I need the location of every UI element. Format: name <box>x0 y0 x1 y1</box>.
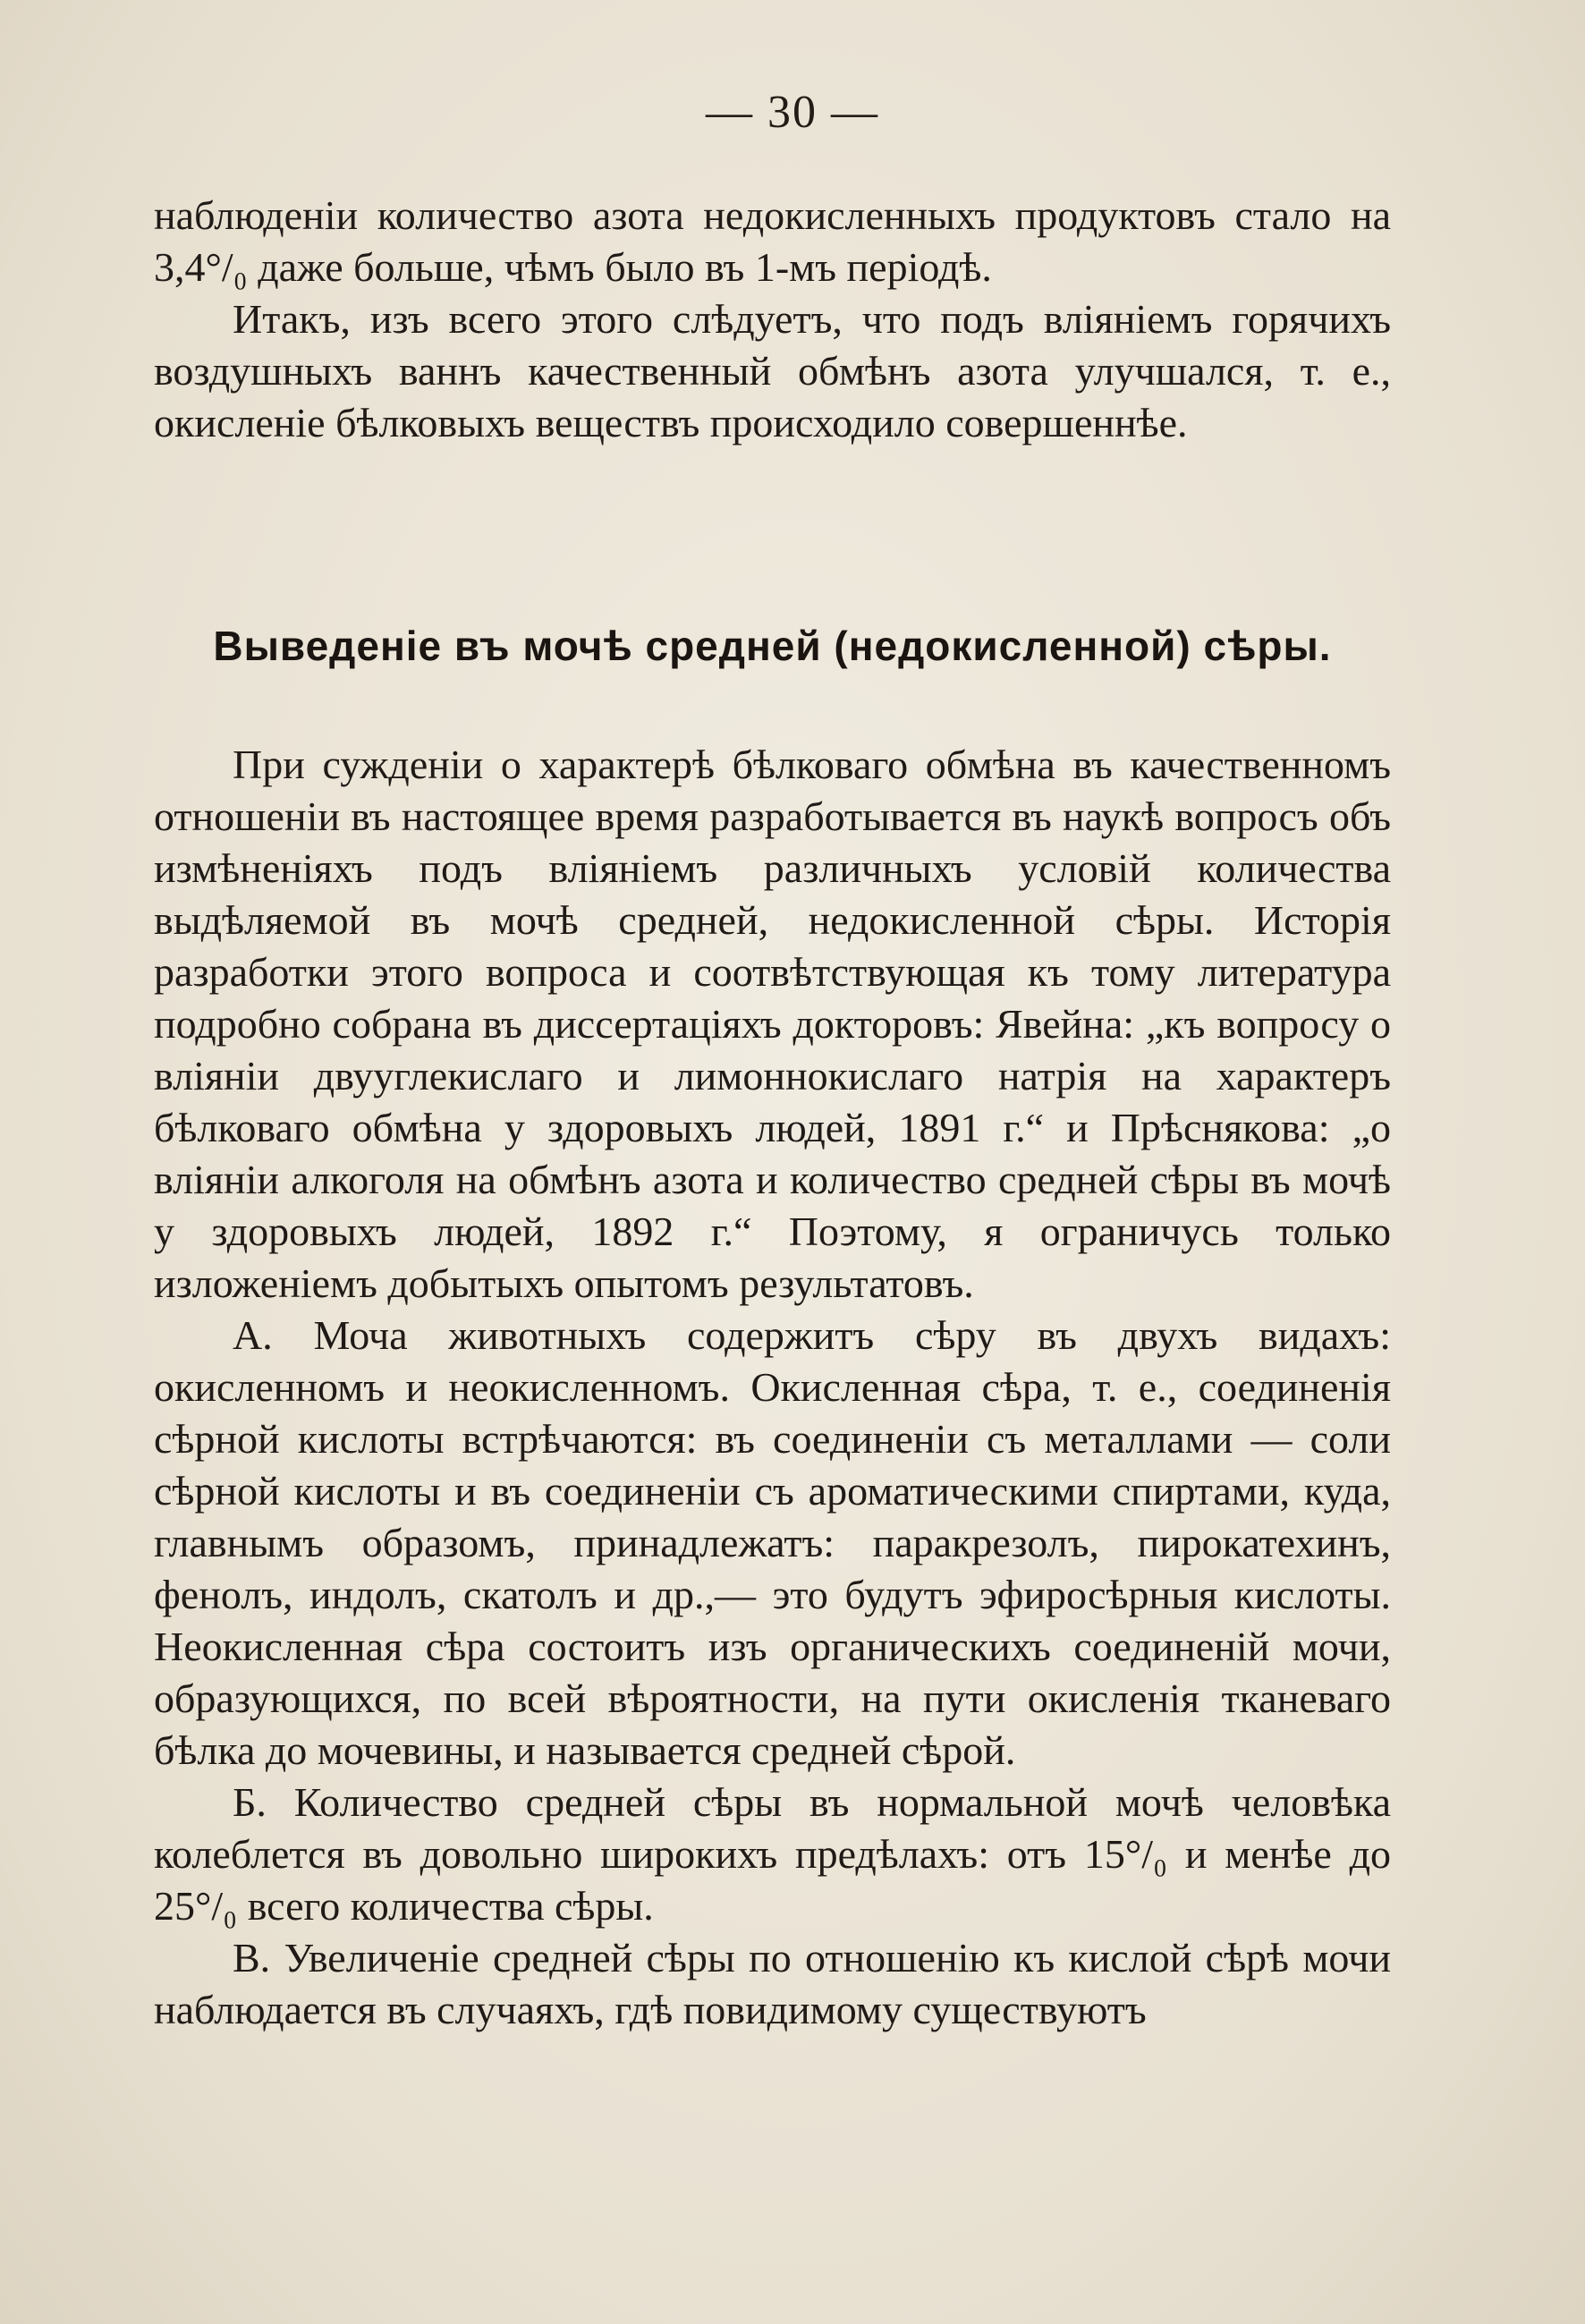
paragraph-intro: При сужденіи о характерѣ бѣлковаго обмѣна въ качественномъ отношеніи въ настоящее время разработывается въ наукѣ вопросъ объ измѣненіяхъ подъ вліяніемъ различныхъ условій количества выдѣляемой въ мочѣ средней, недокисленной сѣры. Исторія разработки этого вопроса и соотвѣтствующая къ тому литература подробно собрана въ диссертаціяхъ докторовъ: Явейна: „къ вопросу о вліяніи двууглекислаго и лимоннокислаго натрія на характеръ бѣлковаго обмѣна у здоровыхъ людей, 1891 г.“ и Прѣснякова: „о вліяніи алкоголя на обмѣнъ азота и количество средней сѣры въ мочѣ у здоровыхъ людей, 1892 г.“ Поэтому, я ограничусь только изложеніемъ добытыхъ опытомъ результатовъ. <box>154 742 1391 1306</box>
top-text-block <box>154 190 1391 449</box>
main-text-block <box>154 739 1391 2036</box>
paragraph-conclusion: Итакъ, изъ всего этого слѣдуетъ, что подъ вліяніемъ горячихъ воздушныхъ ваннъ качественный обмѣнъ азота улучшался, т. е., окисленіе бѣлковыхъ веществъ происходило совершеннѣе. <box>154 296 1391 445</box>
section-heading: Выведеніе въ мочѣ средней (недокисленной) сѣры. <box>213 623 1332 669</box>
paragraph-b: Б. Количество средней сѣры въ нормальной мочѣ человѣка колеблется въ довольно широкихъ предѣлахъ: отъ 15°/₀ и менѣе до 25°/₀ всего количества сѣры. <box>154 1779 1391 1929</box>
paragraph-a: А. Моча животныхъ содержитъ сѣру въ двухъ видахъ: окисленномъ и неокисленномъ. Окисленная сѣра, т. е., соединенія сѣрной кислоты встрѣчаются: въ соединеніи съ металлами — соли сѣрной кислоты и въ соединеніи съ ароматическими спиртами, куда, главнымъ образомъ, принадлежатъ: паракрезолъ, пирокатехинъ, фенолъ, индолъ, скатолъ и др.,— это будутъ эфиросѣрныя кислоты. Неокисленная сѣра состоитъ изъ органическихъ соединеній мочи, образующихся, по всей вѣроятности, на пути окисленія тканеваго бѣлка до мочевины, и называется средней сѣрой. <box>154 1312 1391 1773</box>
paragraph-v: В. Увеличеніе средней сѣры по отношенію къ кислой сѣрѣ мочи наблюдается въ случаяхъ, гдѣ повидимому существуютъ <box>154 1935 1391 2032</box>
page-number: — 30 — <box>706 87 879 138</box>
paragraph-continuation: наблюденіи количество азота недокисленныхъ продуктовъ стало на 3,4°/₀ даже больше, чѣмъ было въ 1-мъ періодѣ. <box>154 192 1391 290</box>
